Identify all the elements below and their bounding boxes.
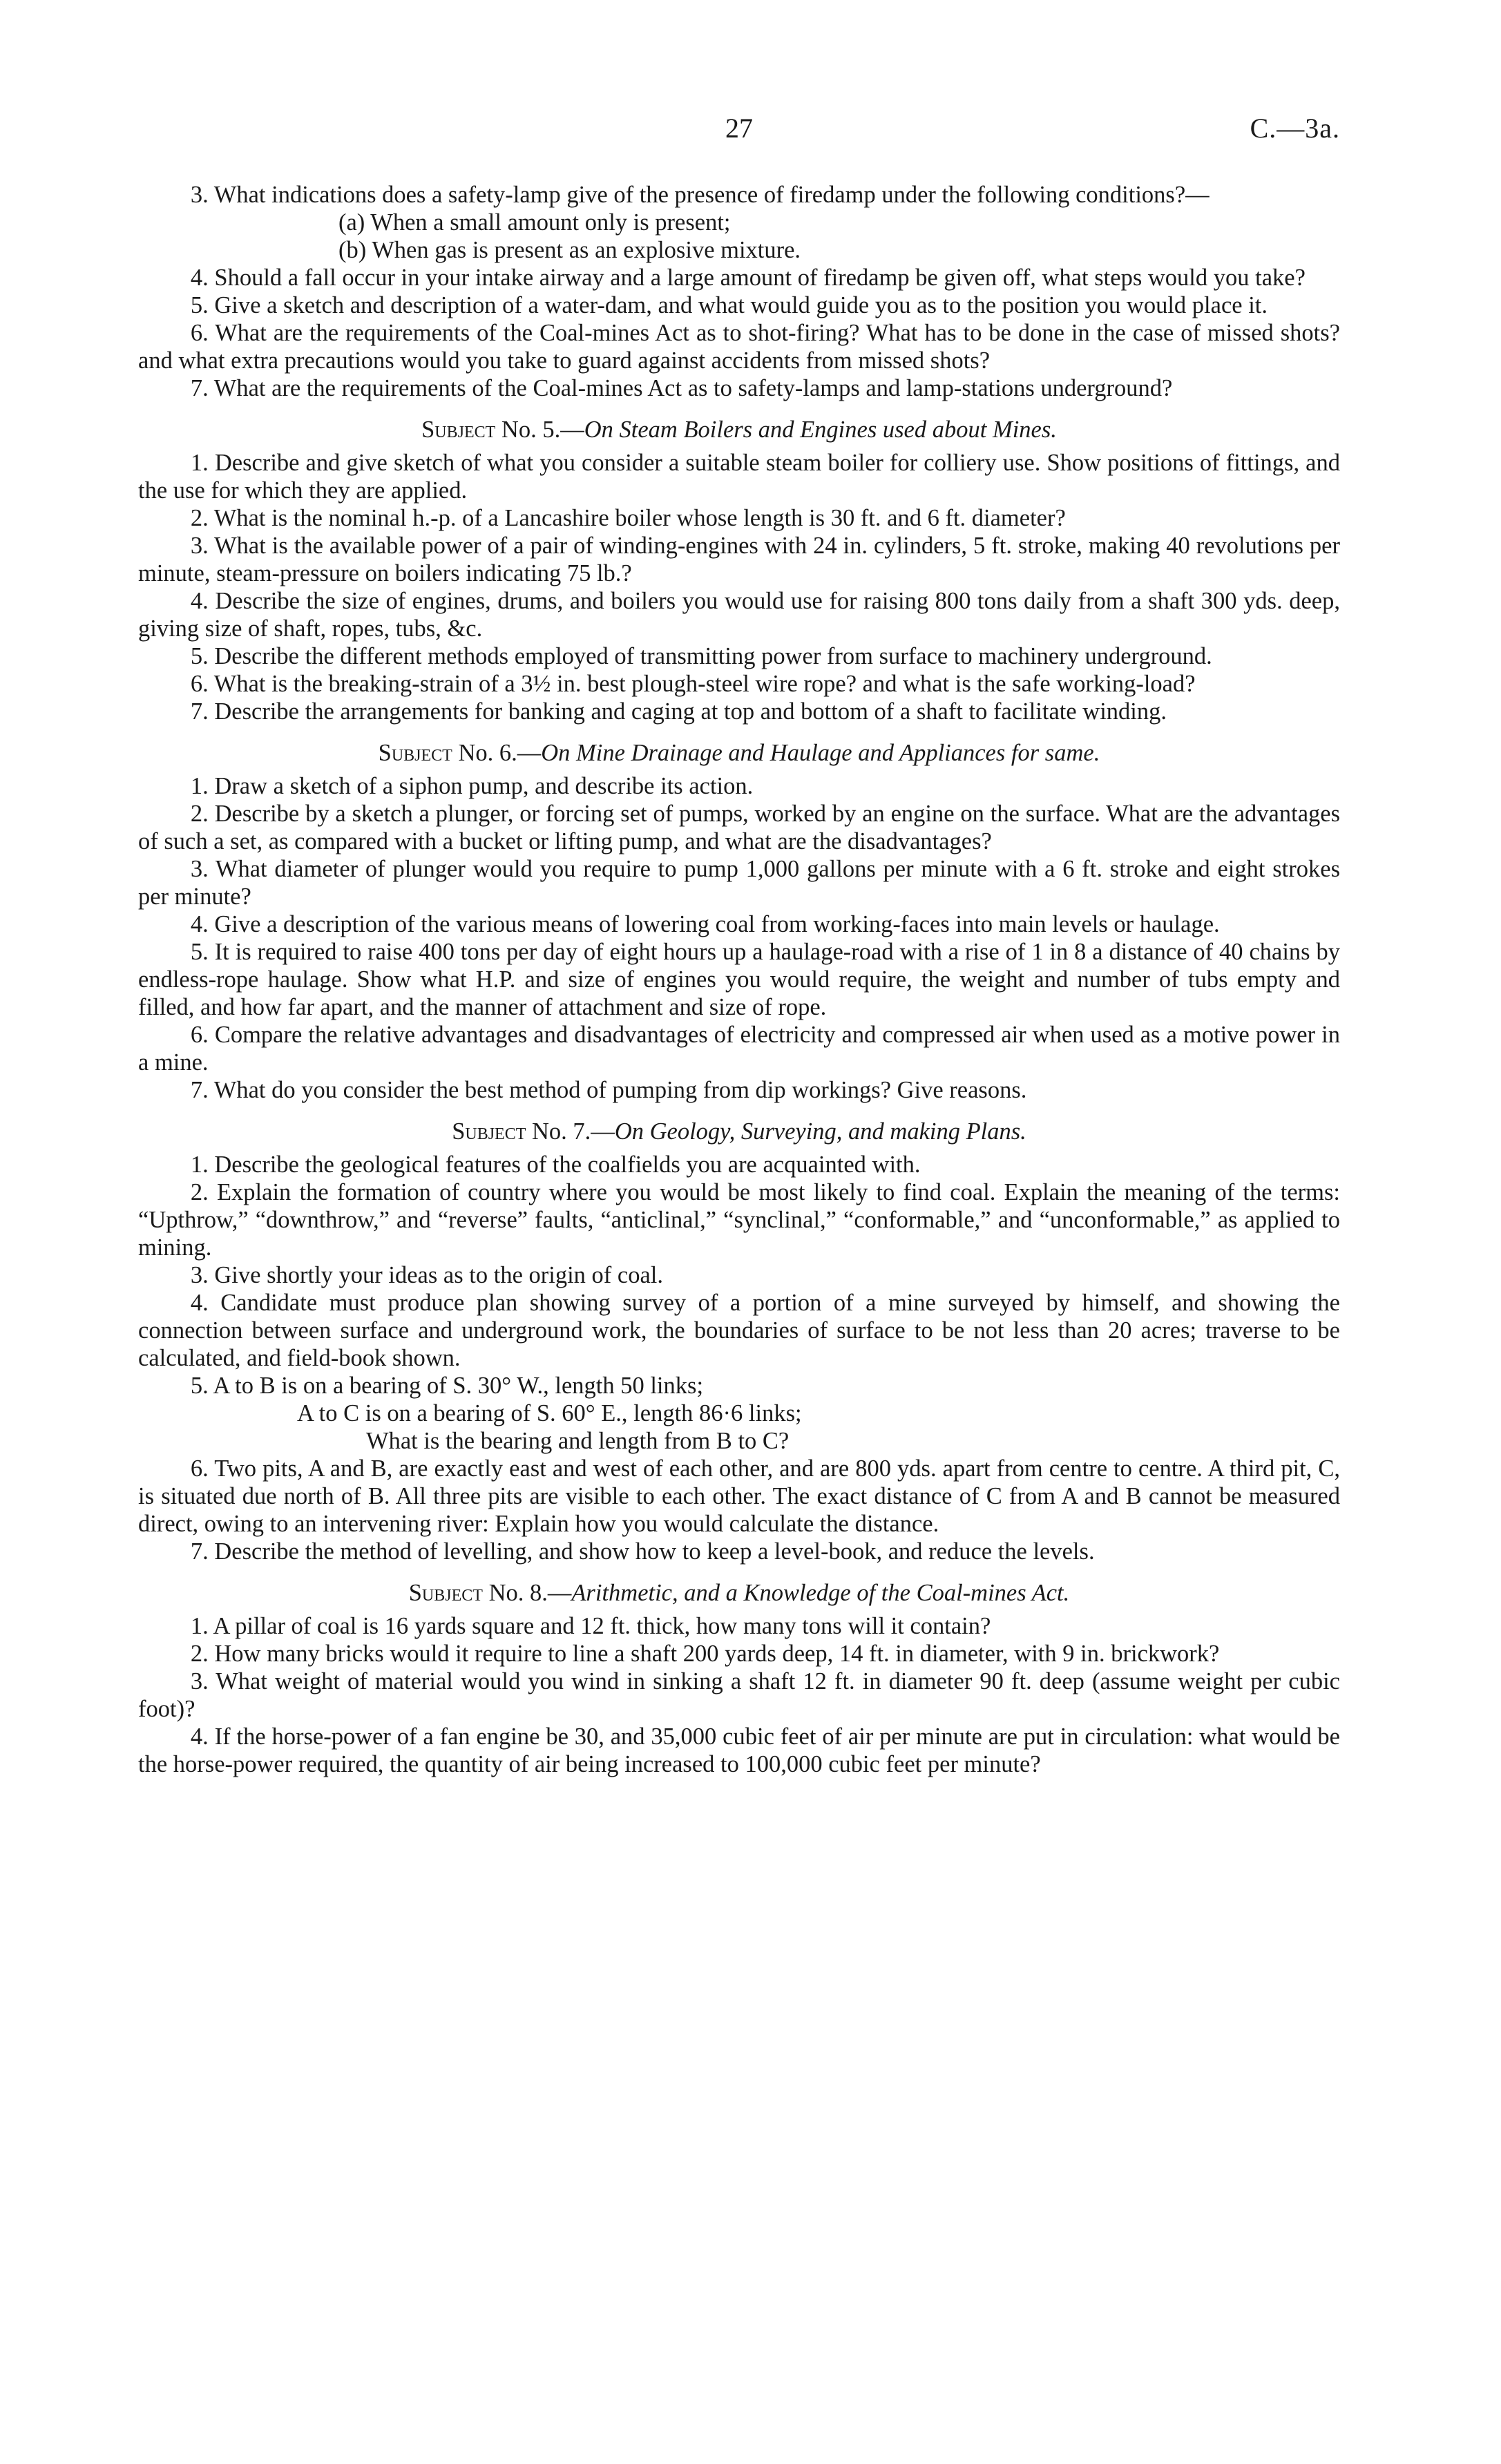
question: 3. What diameter of plunger would you require to pump 1,000 gallons per minute with a 6 ft. stroke and eight strokes per minute?: [138, 856, 1340, 910]
question: 3. What is the available power of a pair of winding-engines with 24 in. cylinders, 5 ft. stroke, making 40 revolutions per minute, steam-pressure on boilers indicating 75 lb.?: [138, 533, 1340, 586]
question: 2. Describe by a sketch a plunger, or forcing set of pumps, worked by an engine on the surface. What are the advantages of such a set, as compared with a bucket or lifting pump, and what are the disadvantages?: [138, 801, 1340, 854]
question: 4. Candidate must produce plan showing survey of a portion of a mine surveyed by himself, and showing the connection between surface and underground work, the boundaries of surface to be not less than 20 acres; traverse to be calculated, and field-book shown.: [138, 1290, 1340, 1371]
subject-label: Subject: [378, 740, 452, 766]
subject-number: No. 6.—: [458, 740, 542, 766]
question: 7. Describe the arrangements for banking and caging at top and bottom of a shaft to facilitate winding.: [190, 698, 1167, 725]
question: 6. Compare the relative advantages and disadvantages of electricity and compressed air when used as a motive power in a mine.: [138, 1022, 1340, 1076]
question: 2. What is the nominal h.-p. of a Lancashire boiler whose length is 30 ft. and 6 ft. diameter?: [190, 505, 1066, 531]
question: 7. What do you consider the best method of pumping from dip workings? Give reasons.: [190, 1077, 1027, 1103]
question: 5. Give a sketch and description of a water-dam, and what would guide you as to the position you would place it.: [190, 292, 1268, 318]
subject-number: No. 7.—: [532, 1118, 615, 1145]
subject-heading: [138, 1118, 1340, 1145]
question: 6. What is the breaking-strain of a 3½ in. best plough-steel wire rope? and what is the safe working-load?: [190, 671, 1196, 697]
question: 2. How many bricks would it require to line a shaft 200 yards deep, 14 ft. in diameter, with 9 in. brickwork?: [190, 1641, 1220, 1667]
subject-number: No. 8.—: [488, 1580, 572, 1606]
question: 3. What weight of material would you wind in sinking a shaft 12 ft. in diameter 90 ft. deep (assume weight per cubic foot)?: [138, 1668, 1340, 1722]
document-body: [138, 181, 1340, 1778]
subject-title: On Steam Boilers and Engines used about Mines.: [584, 417, 1057, 443]
page-header: [138, 112, 1340, 153]
subject-label: Subject: [421, 417, 496, 443]
question: 4. Describe the size of engines, drums, and boilers you would use for raising 800 tons daily from a shaft 300 yds. deep, giving size of shaft, ropes, tubs, &c.: [138, 588, 1340, 642]
question: 6. Two pits, A and B, are exactly east and west of each other, and are 800 yds. apart from centre to centre. A third pit, C, is situated due north of B. All three pits are visible to each other. The exact distance of C from A and B cannot be measured direct, owing to an intervening river: Explain how you would calculate the distance.: [138, 1455, 1340, 1537]
sub-item: (a) When a small amount only is present;: [338, 209, 731, 236]
subject-title: On Geology, Surveying, and making Plans.: [614, 1118, 1026, 1145]
subject-heading: [138, 1579, 1340, 1607]
subject-title: On Mine Drainage and Haulage and Appliances for same.: [541, 740, 1100, 766]
sub-item: (b) When gas is present as an explosive mixture.: [338, 237, 801, 263]
question: 6. What are the requirements of the Coal-mines Act as to shot-firing? What has to be done in the case of missed shots? and what extra precautions would you take to guard against accidents from missed shots?: [138, 320, 1340, 374]
subject-heading: [138, 739, 1340, 767]
question: 3. Give shortly your ideas as to the origin of coal.: [190, 1262, 663, 1288]
question: 4. Should a fall occur in your intake airway and a large amount of firedamp be given off, what steps would you take?: [190, 265, 1306, 291]
question: 5. It is required to raise 400 tons per day of eight hours up a haulage-road with a rise of 1 in 8 a distance of 40 chains by endless-rope haulage. Show what H.P. and size of engines you would require, the weight and number of tubs empty and filled, and how far apart, and the manner of attachment and size of rope.: [138, 939, 1340, 1020]
subject-label: Subject: [408, 1580, 483, 1606]
question: 1. Draw a sketch of a siphon pump, and describe its action.: [190, 773, 754, 799]
document-code: C.—3a.: [1250, 113, 1340, 144]
subject-heading: [138, 416, 1340, 443]
subject-number: No. 5.—: [501, 417, 584, 443]
question: 1. Describe the geological features of the coalfields you are acquainted with.: [190, 1152, 921, 1178]
page-number: 27: [725, 113, 753, 144]
question: 5. Describe the different methods employed of transmitting power from surface to machinery underground.: [190, 643, 1212, 669]
sub-item: What is the bearing and length from B to C?: [366, 1428, 790, 1454]
question: 2. Explain the formation of country where you would be most likely to find coal. Explain the meaning of the terms: “Upthrow,” “downthrow,” and “reverse” faults, “anticlinal,” “synclinal,” “conformable,” and “unconformable,” as applied to mining.: [138, 1179, 1340, 1261]
question: 7. What are the requirements of the Coal-mines Act as to safety-lamps and lamp-stations underground?: [190, 375, 1173, 401]
question: 7. Describe the method of levelling, and show how to keep a level-book, and reduce the levels.: [190, 1538, 1095, 1565]
question: 5. A to B is on a bearing of S. 30° W., length 50 links;: [190, 1373, 704, 1399]
subject-label: Subject: [452, 1118, 526, 1145]
question: 3. What indications does a safety-lamp give of the presence of firedamp under the following conditions?—: [190, 182, 1210, 208]
question: 1. Describe and give sketch of what you consider a suitable steam boiler for colliery use. Show positions of fittings, and the use for which they are applied.: [138, 450, 1340, 504]
question: 1. A pillar of coal is 16 yards square and 12 ft. thick, how many tons will it contain?: [190, 1613, 991, 1639]
question: 4. Give a description of the various means of lowering coal from working-faces into main levels or haulage.: [190, 911, 1220, 937]
subject-title: Arithmetic, and a Knowledge of the Coal-mines Act.: [571, 1580, 1070, 1606]
sub-item: A to C is on a bearing of S. 60° E., length 86·6 links;: [297, 1400, 802, 1426]
question: 4. If the horse-power of a fan engine be 30, and 35,000 cubic feet of air per minute are put in circulation: what would be the horse-power required, the quantity of air being increased to 100,000 cubic feet per minute?: [138, 1723, 1340, 1777]
